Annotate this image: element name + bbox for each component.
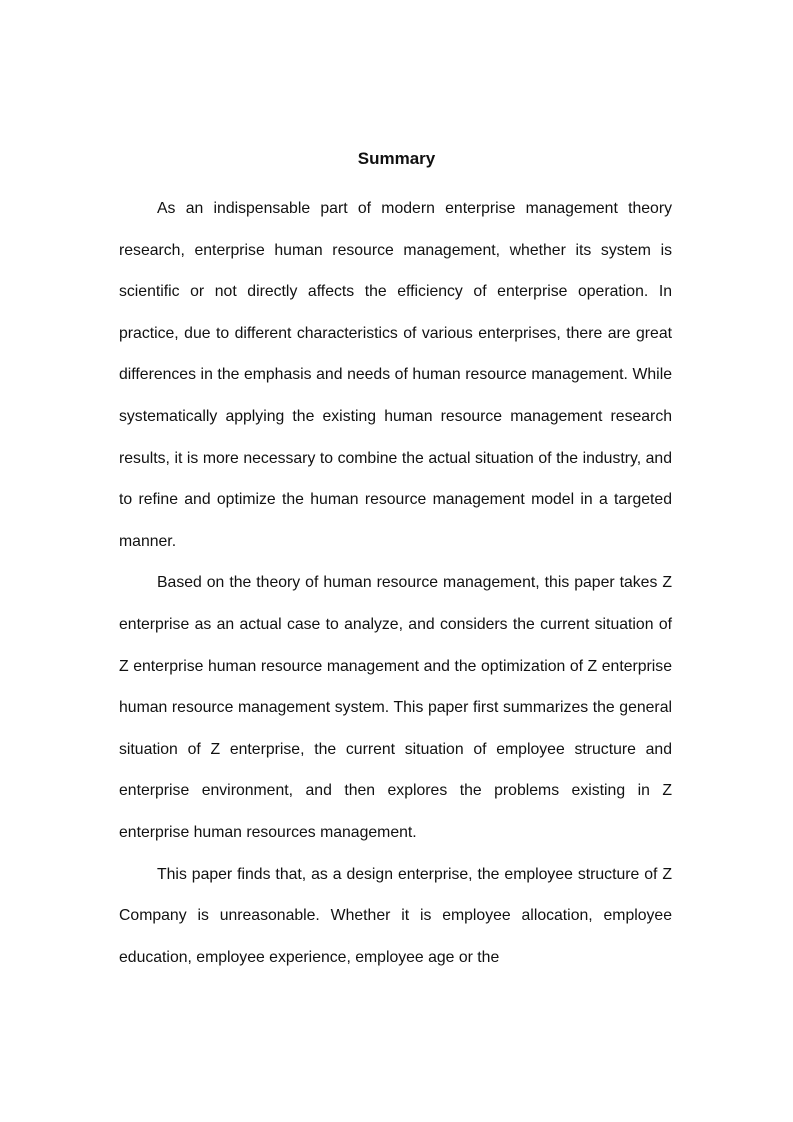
paragraph-2: Based on the theory of human resource management, this paper takes Z enterprise as an actual case to analyze, and considers the current situation of Z enterprise human resource management and the optimization of Z enterprise human resource management system. This paper first summarizes the general situation of Z enterprise, the current situation of employee structure and enterprise environment, and then explores the problems existing in Z enterprise human resources management. bbox=[119, 574, 672, 841]
paragraph-1: As an indispensable part of modern enterprise management theory research, enterprise human resource management, whether its system is scientific or not directly affects the efficiency of enterprise operation. In practice, due to different characteristics of various enterprises, there are great differences in the emphasis and needs of human resource management. While systematically applying the existing human resource management research results, it is more necessary to combine the actual situation of the industry, and to refine and optimize the human resource management model in a targeted manner. bbox=[119, 200, 672, 550]
page-title: Summary bbox=[357, 149, 436, 168]
body-text bbox=[119, 188, 672, 978]
paragraph-3: This paper finds that, as a design enterprise, the employee structure of Z Company is unreasonable. Whether it is employee allocation, employee education, employee experience, employee age or the bbox=[119, 865, 672, 966]
